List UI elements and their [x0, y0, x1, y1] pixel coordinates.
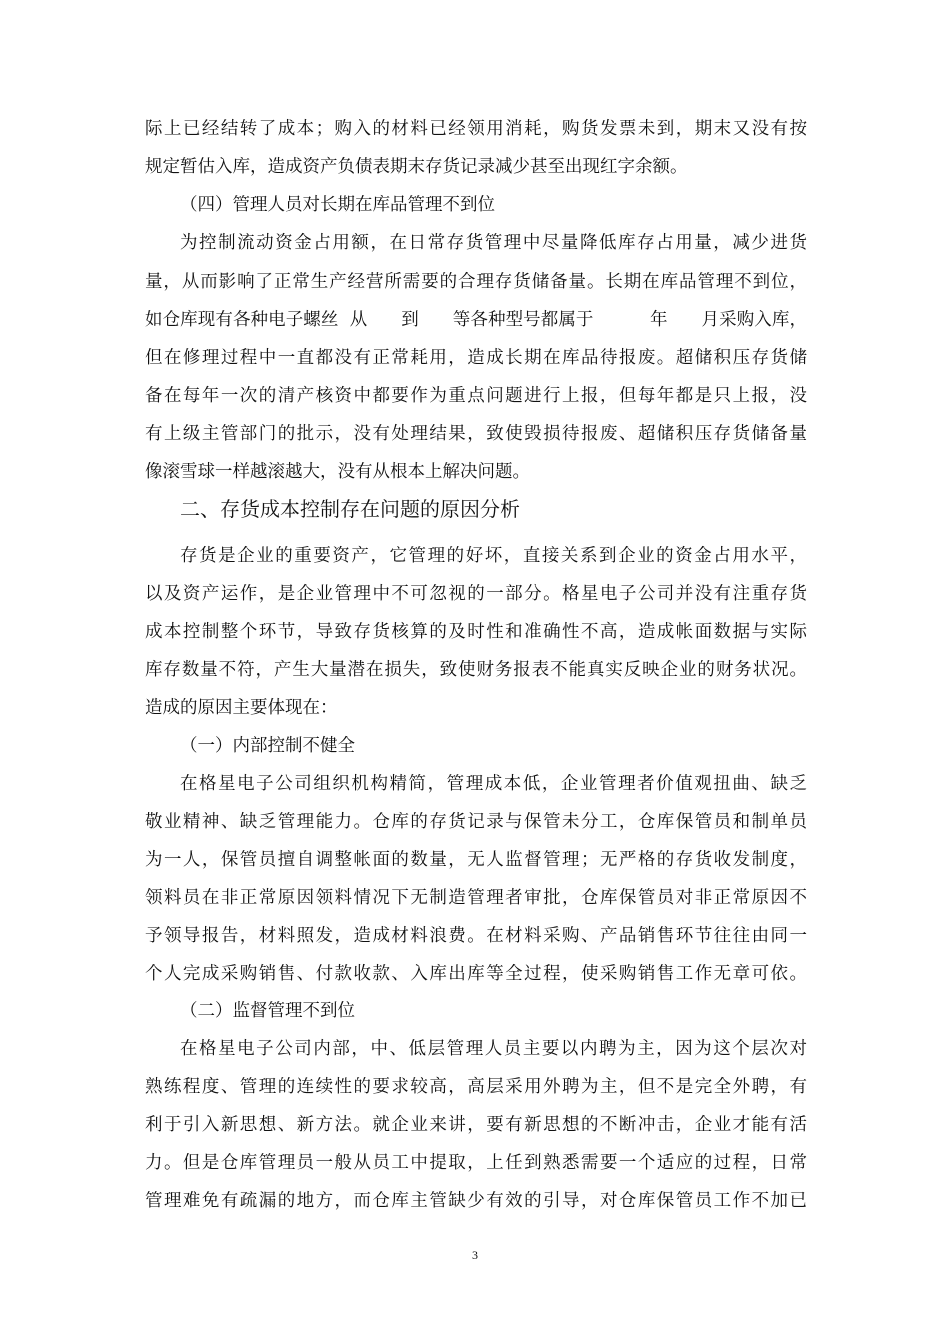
section-heading: 二、存货成本控制存在问题的原因分析 [180, 497, 520, 521]
body-text-line: 领料员在非正常原因领料情况下无制造管理者审批，仓库保管员对非正常原因不 [145, 888, 807, 908]
paragraph-first-line: 在格星电子公司内部，中、低层管理人员主要以内聘为主，因为这个层次对 [180, 1039, 807, 1059]
body-text-line: 如仓库现有各种电子螺丝 从 到 等各种型号都属于 年 月采购入库， [145, 310, 807, 330]
body-text-line: 个人完成采购销售、付款收款、入库出库等全过程，使采购销售工作无章可依。 [145, 964, 807, 984]
body-text-line: 像滚雪球一样越滚越大，没有从根本上解决问题。 [145, 462, 530, 482]
body-text-line: 敬业精神、缺乏管理能力。仓库的存货记录与保管未分工，仓库保管员和制单员 [145, 812, 807, 832]
body-text-line: 成本控制整个环节，导致存货核算的及时性和准确性不高，造成帐面数据与实际 [145, 622, 807, 642]
subsection-heading: （二）监督管理不到位 [180, 1001, 355, 1021]
subsection-heading: （一）内部控制不健全 [180, 736, 355, 756]
body-text-line: 有上级主管部门的批示，没有处理结果，致使毁损待报废、超储积压存货储备量 [145, 424, 807, 444]
body-text-line: 但在修理过程中一直都没有正常耗用，造成长期在库品待报废。超储积压存货储 [145, 348, 807, 368]
body-text-line: 为一人，保管员擅自调整帐面的数量，无人监督管理；无严格的存货收发制度， [145, 850, 807, 870]
page-number: 3 [472, 1248, 478, 1262]
body-text-line: 造成的原因主要体现在： [145, 698, 338, 718]
subsection-heading: （四）管理人员对长期在库品管理不到位 [180, 195, 495, 215]
body-text-line: 力。但是仓库管理员一般从员工中提取，上任到熟悉需要一个适应的过程，日常 [145, 1153, 807, 1173]
body-text-line: 以及资产运作，是企业管理中不可忽视的一部分。格星电子公司并没有注重存货 [145, 584, 807, 604]
body-text-line: 际上已经结转了成本；购入的材料已经领用消耗，购货发票未到，期末又没有按 [145, 119, 807, 139]
body-text-line: 管理难免有疏漏的地方，而仓库主管缺少有效的引导，对仓库保管员工作不加已 [145, 1191, 807, 1211]
body-text-line: 利于引入新思想、新方法。就企业来讲，要有新思想的不断冲击，企业才能有活 [145, 1115, 807, 1135]
paragraph-first-line: 为控制流动资金占用额，在日常存货管理中尽量降低库存占用量，减少进货 [180, 233, 807, 253]
body-text-line: 备在每年一次的清产核资中都要作为重点问题进行上报，但每年都是只上报，没 [145, 386, 807, 406]
body-text-line: 予领导报告，材料照发，造成材料浪费。在材料采购、产品销售环节往往由同一 [145, 926, 807, 946]
body-text-line: 库存数量不符，产生大量潜在损失，致使财务报表不能真实反映企业的财务状况。 [145, 660, 807, 680]
body-text-line: 量，从而影响了正常生产经营所需要的合理存货储备量。长期在库品管理不到位， [145, 272, 807, 292]
body-text-line: 规定暂估入库，造成资产负债表期末存货记录减少甚至出现红字余额。 [145, 157, 688, 177]
body-text-line: 熟练程度、管理的连续性的要求较高，高层采用外聘为主，但不是完全外聘，有 [145, 1077, 807, 1097]
paragraph-first-line: 在格星电子公司组织机构精简，管理成本低，企业管理者价值观扭曲、缺乏 [180, 774, 807, 794]
paragraph-first-line: 存货是企业的重要资产，它管理的好坏，直接关系到企业的资金占用水平， [180, 546, 807, 566]
